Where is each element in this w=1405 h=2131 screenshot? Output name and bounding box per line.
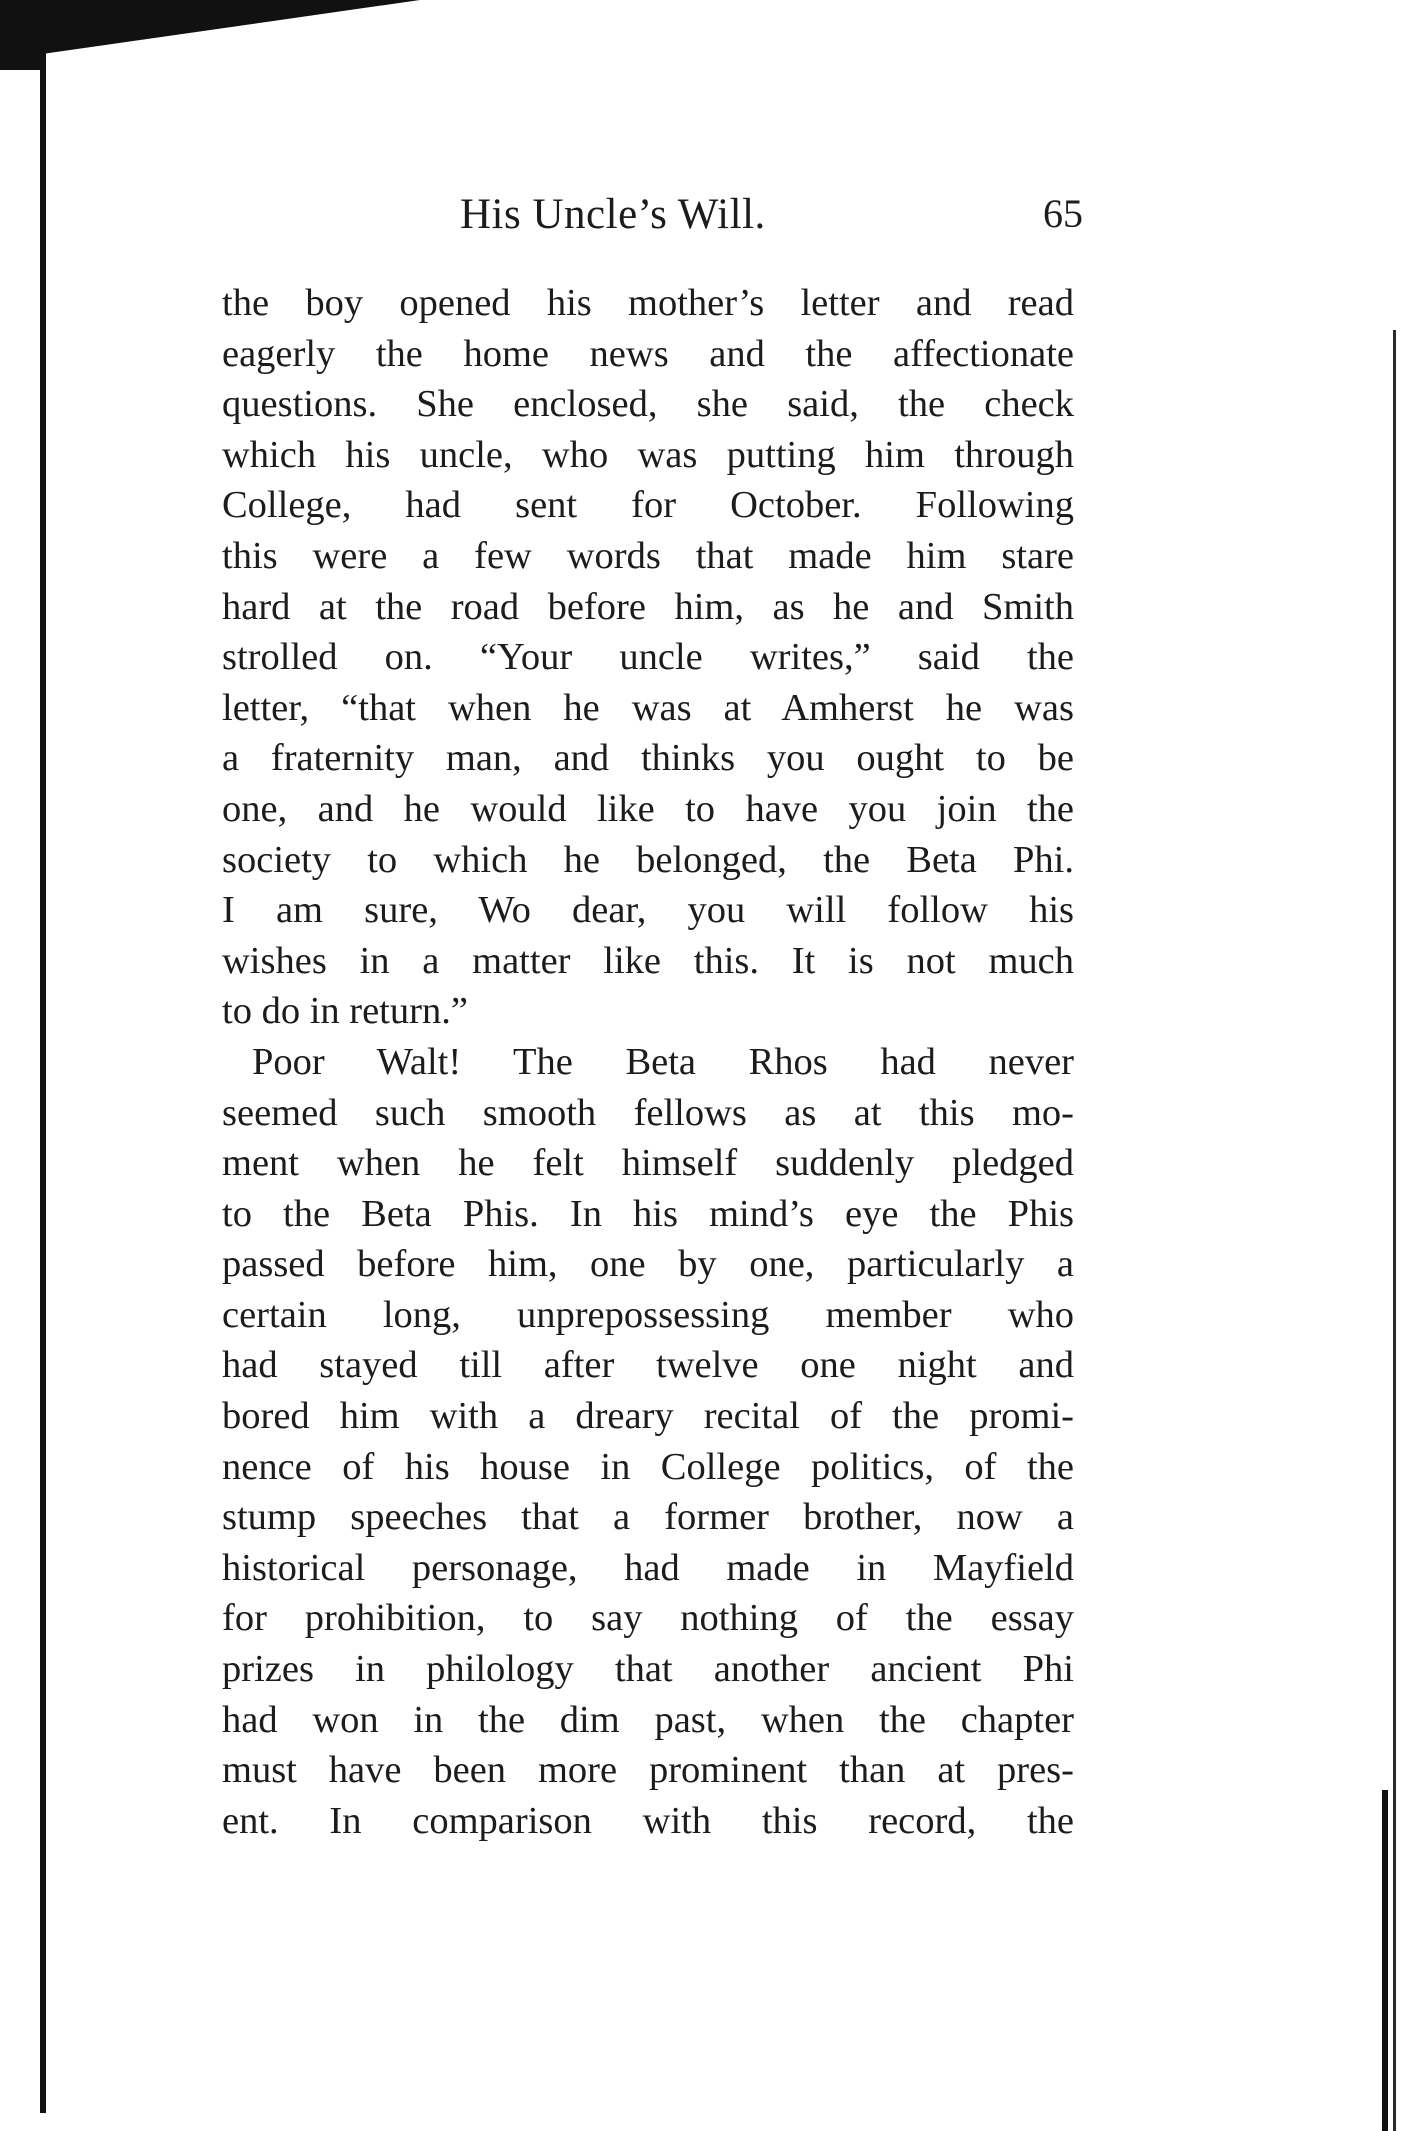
text-line: society to which he belonged, the Beta Phi. (222, 838, 1074, 881)
running-head (220, 190, 1083, 250)
text-line: had stayed till after twelve one night and (222, 1344, 1074, 1387)
text-line: which his uncle, who was putting him through (222, 433, 1074, 476)
text-line: strolled on. “Your uncle writes,” said the (222, 636, 1074, 679)
text-line: wishes in a matter like this. It is not much (222, 939, 1074, 982)
text-line: passed before him, one by one, particularly a (222, 1243, 1074, 1286)
page-number: 65 (1043, 191, 1083, 236)
text-line: letter, “that when he was at Amherst he was (222, 686, 1074, 729)
text-line: hard at the road before him, as he and Smith (222, 585, 1074, 628)
text-line: prizes in philology that another ancient Phi (222, 1648, 1074, 1691)
text-line: stump speeches that a former brother, now a (222, 1496, 1074, 1539)
text-line: had won in the dim past, when the chapter (222, 1698, 1074, 1741)
running-title: His Uncle’s Will. (460, 191, 766, 238)
text-line: seemed such smooth fellows as at this mo- (222, 1091, 1074, 1134)
paragraph (222, 278, 1074, 1037)
text-line: this were a few words that made him stare (222, 534, 1074, 577)
text-line: historical personage, had made in Mayfield (222, 1546, 1074, 1589)
text-line: bored him with a dreary recital of the promi- (222, 1395, 1074, 1438)
text-line: certain long, unprepossessing member who (222, 1293, 1074, 1336)
scan-edge-left (40, 18, 46, 2113)
text-line: to the Beta Phis. In his mind’s eye the Phis (222, 1192, 1074, 1235)
scan-edge-right (1393, 330, 1396, 2131)
text-line: to do in return.” (222, 990, 468, 1033)
text-line: Poor Walt! The Beta Rhos had never (252, 1040, 1074, 1083)
scan-edge-right-shadow (1382, 1790, 1388, 2131)
paragraph (222, 1037, 1074, 1847)
text-line: a fraternity man, and thinks you ought to be (222, 737, 1074, 780)
text-line: eagerly the home news and the affectionate (222, 332, 1074, 375)
text-line: ent. In comparison with this record, the (222, 1799, 1074, 1842)
text-line: ment when he felt himself suddenly pledged (222, 1142, 1074, 1185)
text-line: nence of his house in College politics, of the (222, 1445, 1074, 1488)
text-line: I am sure, Wo dear, you will follow his (222, 889, 1074, 932)
text-line: College, had sent for October. Following (222, 484, 1074, 527)
scan-edge-top (0, 0, 420, 60)
text-line: questions. She enclosed, she said, the check (222, 383, 1074, 426)
text-line: one, and he would like to have you join the (222, 787, 1074, 830)
text-line: must have been more prominent than at pres- (222, 1749, 1074, 1792)
body-text (222, 278, 1074, 1846)
text-line: for prohibition, to say nothing of the essay (222, 1597, 1074, 1640)
text-line: the boy opened his mother’s letter and read (222, 282, 1074, 324)
